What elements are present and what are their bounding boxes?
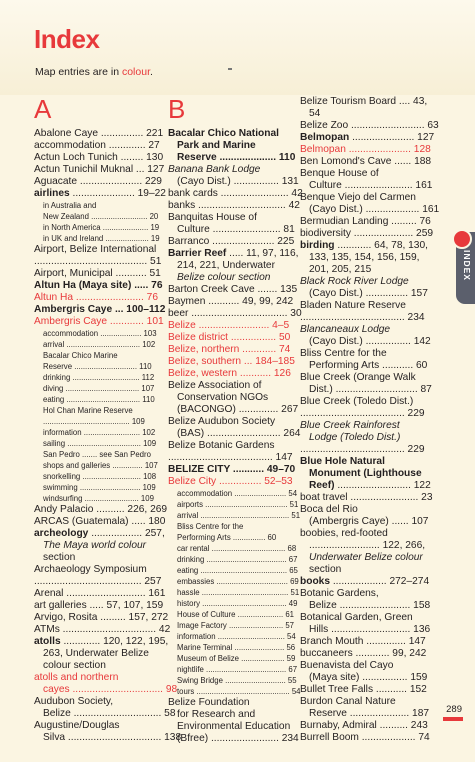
- index-entry: sailing .................................. 109: [43, 439, 157, 448]
- entry-headword: Belmopan: [300, 132, 350, 143]
- index-entry: Blue Hole Natural: [300, 456, 385, 467]
- index-entry: Bermudian Landing ......... 76: [300, 216, 431, 227]
- index-entry: Marine Terminal ....................... 56: [177, 643, 296, 652]
- index-entry: Belize Botanic Gardens: [168, 440, 275, 451]
- index-entry: information ............................... 54: [177, 632, 296, 641]
- index-entry: (Ambergris Caye) ...... 107: [309, 516, 429, 527]
- index-entry: shops and galleries .............. 107: [43, 461, 158, 470]
- index-entry: (Cayo Dist.) ................... 161: [309, 204, 440, 215]
- index-entry: ..................................... 147: [168, 452, 293, 463]
- index-entry: biodiversity ..................... 259: [300, 228, 434, 239]
- index-entry: in North America ..................... 19: [43, 223, 160, 232]
- index-entry: cayes ................................ 98: [43, 684, 178, 695]
- background-watermark: [160, 20, 460, 80]
- index-entry: Bacalar Chico Marine: [43, 351, 118, 360]
- index-entry: (BAS) .......................... 264: [177, 428, 301, 439]
- index-entry: Hills ............................ 136: [309, 624, 431, 635]
- index-entry: Blancaneaux Lodge: [300, 324, 391, 335]
- index-entry: Bladen Nature Reserve: [300, 300, 406, 311]
- index-entry: [34, 528, 165, 540]
- entry-pages: ............ 64, 78, 130,: [334, 240, 428, 251]
- index-entry: for Research and: [177, 709, 256, 720]
- index-entry: Belize City ............... 52–53: [168, 476, 293, 487]
- index-entry: House of Culture ..................... 61: [177, 610, 295, 619]
- index-entry: 54: [309, 108, 321, 119]
- index-entry: diving .................................. 107: [43, 384, 155, 393]
- index-entry: Park and Marine: [177, 140, 256, 151]
- section-letter: A: [34, 94, 52, 124]
- index-entry: Barranco ...................... 225: [168, 236, 295, 247]
- index-entry: Benque Viejo del Carmen: [300, 192, 416, 203]
- index-entry: Hol Chan Marine Reserve: [43, 406, 133, 415]
- index-entry: Arenal ............................ 161: [34, 588, 166, 599]
- index-entry: Blue Creek (Toledo Dist.): [300, 396, 414, 407]
- index-entry: Reserve .................... 110: [177, 152, 296, 163]
- index-entry: Reserve ..................... 187: [309, 708, 430, 719]
- index-entry: Belize colour section: [177, 272, 271, 283]
- index-entry: Belize ......................... 158: [309, 600, 431, 611]
- index-entry: Belize, southern ... 184–185: [168, 356, 295, 367]
- index-entry: car rental .................................. 68: [177, 544, 297, 553]
- index-entry: Burdon Canal Nature: [300, 696, 396, 707]
- index-entry: [300, 480, 431, 492]
- index-entry: Abalone Caye ............... 221: [34, 128, 164, 139]
- index-entry: Arvigo, Rosita ......... 157, 272: [34, 612, 169, 623]
- subtitle: [35, 66, 153, 78]
- index-entry: Audubon Society,: [34, 696, 114, 707]
- entry-pages: .................. 257,: [88, 528, 165, 539]
- index-entry: boobies, red-footed: [300, 528, 388, 539]
- index-entry: Belize, northern ............ 74: [168, 344, 291, 355]
- index-entry: Silva ................................. 138: [43, 732, 182, 743]
- index-entry: Culture ........................ 81: [177, 224, 295, 235]
- entry-pages: ...................... 19–22: [69, 188, 166, 199]
- index-entry: Ambergris Caye ............ 101: [34, 316, 164, 327]
- index-entry: airports ...................................... 51: [177, 500, 299, 509]
- index-entry: in UK and Ireland .................... 19: [43, 234, 160, 243]
- index-entry: Andy Palacio .......... 226, 269: [34, 504, 168, 515]
- index-entry: ......................... 122, 266,: [309, 540, 426, 551]
- index-entry: bank cards ........................ 42: [168, 188, 303, 199]
- index-entry: Aguacate ...................... 229: [34, 176, 162, 187]
- index-entry: (Cayo Dist.) ................ 131: [177, 176, 299, 187]
- index-entry: Lodge (Toledo Dist.): [309, 432, 401, 443]
- index-entry: history ....................................... 49: [177, 599, 298, 608]
- index-entry: drinking ............................... 112: [43, 373, 155, 382]
- index-entry: Bliss Centre for the: [177, 522, 244, 531]
- index-entry: Dist.) ............................. 87: [309, 384, 432, 395]
- index-entry: [300, 132, 435, 144]
- entry-pages: .......................... 122: [334, 480, 431, 491]
- index-entry: ........................................ 109: [43, 417, 145, 426]
- index-entry: Buenavista del Cayo: [300, 660, 394, 671]
- index-entry: eating .................................. 110: [43, 395, 155, 404]
- index-entry: Boca del Rio: [300, 504, 358, 515]
- page-title: Index: [34, 24, 100, 54]
- index-entry: Ambergris Caye ... 100–112: [34, 304, 166, 315]
- index-entry: Bacalar Chico National: [168, 128, 279, 139]
- index-entry: (BACONGO) .............. 267: [177, 404, 299, 415]
- index-entry: New Zealand .......................... 20: [43, 212, 159, 221]
- entry-pages: ............. 120, 122, 195,: [60, 636, 169, 647]
- index-entry: Culture ........................ 161: [309, 180, 433, 191]
- subtitle-highlight: colour: [121, 66, 150, 78]
- index-entry: Performing Arts ........... 60: [309, 360, 428, 371]
- subtitle-prefix: Map entries are in: [35, 66, 122, 78]
- index-entry: tours ........................................... 54: [177, 687, 301, 696]
- entry-headword: Reef): [309, 480, 335, 491]
- index-entry: 201, 205, 215: [309, 264, 372, 275]
- index-entry: [34, 636, 169, 648]
- index-entry: Banana Bank Lodge: [168, 164, 261, 175]
- index-entry: Belmopan ...................... 128: [300, 144, 431, 155]
- page-number: 289: [446, 704, 462, 715]
- index-entry: 133, 135, 154, 156, 159,: [309, 252, 420, 263]
- decorative-mark: [228, 68, 232, 70]
- index-column-a: [34, 94, 182, 744]
- index-entry: hassle ........................................ 51: [177, 588, 300, 597]
- index-entry: Blue Creek (Orange Walk: [300, 372, 416, 383]
- index-entry: arrival .................................. 102: [43, 340, 156, 349]
- index-entry: in Australia and: [43, 201, 97, 210]
- entry-headword: birding: [300, 240, 335, 251]
- index-entry: Banquitas House of: [168, 212, 257, 223]
- index-entry: Monument (Lighthouse: [309, 468, 422, 479]
- index-entry: Airport, Belize International: [34, 244, 157, 255]
- index-column-b-continued: [300, 96, 440, 744]
- index-entry: nightlife ..................................... 67: [177, 665, 298, 674]
- index-entry: eating ........................................ 65: [177, 566, 298, 575]
- index-entry: art galleries ..... 57, 107, 159: [34, 600, 164, 611]
- index-entry: Bliss Centre for the: [300, 348, 387, 359]
- index-entry: accommodation ................... 103: [43, 329, 157, 338]
- index-entry: (Cayo Dist.) ............... 157: [309, 288, 428, 299]
- index-entry: Belize Foundation: [168, 697, 250, 708]
- index-entry: Altun Ha (Maya site) ..... 76: [34, 280, 163, 291]
- entry-headword: archeology: [34, 528, 89, 539]
- index-entry: Blue Creek Rainforest: [300, 420, 400, 431]
- index-entry: Belize Tourism Board .... 43,: [300, 96, 428, 107]
- index-entry: windsurfing ......................... 109: [43, 494, 154, 503]
- section-tab-label: INDEX: [462, 250, 472, 281]
- index-entry: [34, 188, 166, 200]
- index-entry: (Bfree) ........................ 234: [177, 733, 299, 744]
- index-entry: Museum of Belize .................... 59: [177, 654, 296, 663]
- index-entry: Black Rock River Lodge: [300, 276, 409, 287]
- index-entry: Reserve ............................. 110: [43, 362, 152, 371]
- index-entry: BELIZE CITY ........... 49–70: [168, 464, 296, 475]
- subtitle-suffix: .: [150, 66, 153, 78]
- index-entry: information .......................... 102: [43, 428, 156, 437]
- index-entry: boat travel ........................ 23: [300, 492, 433, 503]
- entry-headword: atolls: [34, 636, 61, 647]
- index-entry: banks ............................... 42: [168, 200, 300, 211]
- index-entry: Belize ......................... 4–5: [168, 320, 290, 331]
- index-entry: Airport, Municipal ........... 51: [34, 268, 161, 279]
- index-entry: section: [309, 564, 342, 575]
- index-entry: Belize ............................... 58: [43, 708, 176, 719]
- index-entry: Burnaby, Admiral .......... 243: [300, 720, 428, 731]
- index-entry: Altun Ha ........................ 76: [34, 292, 158, 303]
- index-entry: beer .................................. 30: [168, 308, 302, 319]
- page-number-bar: [443, 717, 463, 721]
- entry-pages: ..... 11, 97, 116,: [226, 248, 299, 259]
- index-entry: ...................................... 257: [34, 576, 162, 587]
- index-entry: Botanic Gardens,: [300, 588, 379, 599]
- index-entry: Archaeology Symposium: [34, 564, 147, 575]
- index-entry: Performing Arts ............... 60: [177, 533, 277, 542]
- entry-headword: Barrier Reef: [168, 248, 227, 259]
- index-entry: (Cayo Dist.) ................ 142: [309, 336, 431, 347]
- section-letter: B: [168, 94, 186, 124]
- tab-marker-icon: [452, 229, 472, 249]
- index-entry: drinking ..................................... 67: [177, 555, 298, 564]
- index-entry: Underwater Belize colour: [309, 552, 423, 563]
- index-entry: Botanical Garden, Green: [300, 612, 413, 623]
- index-entry: Barton Creek Cave ....... 135: [168, 284, 298, 295]
- index-entry: San Pedro ....... see San Pedro: [43, 450, 151, 459]
- index-entry: 263, Underwater Belize: [43, 648, 149, 659]
- entry-headword: books: [300, 576, 331, 587]
- index-entry: [300, 240, 428, 252]
- index-entry: atolls and northern: [34, 672, 119, 683]
- index-entry: Conservation NGOs: [177, 392, 269, 403]
- entry-pages: ...................... 127: [349, 132, 435, 143]
- index-entry: Belize Audubon Society: [168, 416, 276, 427]
- index-entry: accommodation ............. 27: [34, 140, 160, 151]
- index-entry: Swing Bridge ............................ 55: [177, 676, 297, 685]
- index-entry: Belize district ................ 50: [168, 332, 291, 343]
- index-entry: Bullet Tree Falls ........... 152: [300, 684, 427, 695]
- index-entry: Branch Mouth .............. 147: [300, 636, 426, 647]
- entry-headword: airlines: [34, 188, 70, 199]
- index-entry: swimming ............................ 109: [43, 483, 156, 492]
- index-entry: accommodation ........................ 54: [177, 489, 298, 498]
- index-entry: Actun Tunichil Muknal ... 127: [34, 164, 165, 175]
- index-entry: ..................................... 234: [300, 312, 425, 323]
- index-entry: Actun Loch Tunich ........ 130: [34, 152, 164, 163]
- index-entry: Belize Zoo .......................... 63: [300, 120, 439, 131]
- index-entry: section: [43, 552, 76, 563]
- index-entry: ..................................... 229: [300, 408, 425, 419]
- index-entry: The Maya world colour: [43, 540, 147, 551]
- entry-pages: ................... 272–274: [330, 576, 430, 587]
- index-entry: Environmental Education: [177, 721, 291, 732]
- index-entry: [300, 576, 430, 588]
- index-entry: Baymen ........... 49, 99, 242: [168, 296, 294, 307]
- index-entry: embassies ................................. 69: [177, 577, 299, 586]
- index-entry: [168, 248, 299, 260]
- index-entry: ........................................ 51: [34, 256, 162, 267]
- index-column-b: [168, 94, 303, 745]
- index-entry: Burrell Boom ................... 74: [300, 732, 430, 743]
- index-entry: ATMs ................................. 42: [34, 624, 171, 635]
- index-entry: Belize Association of: [168, 380, 262, 391]
- index-entry: 214, 221, Underwater: [177, 260, 275, 271]
- index-entry: (Maya site) ................ 159: [309, 672, 428, 683]
- index-entry: Image Factory ......................... 57: [177, 621, 294, 630]
- index-entry: ..................................... 229: [300, 444, 425, 455]
- index-entry: Belize, western ........... 126: [168, 368, 291, 379]
- index-entry: snorkelling ........................... 108: [43, 472, 157, 481]
- index-entry: Ben Lomond's Cave ...... 188: [300, 156, 432, 167]
- index-entry: arrival ......................................... 51: [177, 511, 301, 520]
- index-entry: Augustine/Douglas: [34, 720, 120, 731]
- index-entry: Benque House of: [300, 168, 379, 179]
- index-entry: colour section: [43, 660, 106, 671]
- index-entry: ARCAS (Guatemala) ..... 180: [34, 516, 166, 527]
- index-entry: buccaneers ............ 99, 242: [300, 648, 427, 659]
